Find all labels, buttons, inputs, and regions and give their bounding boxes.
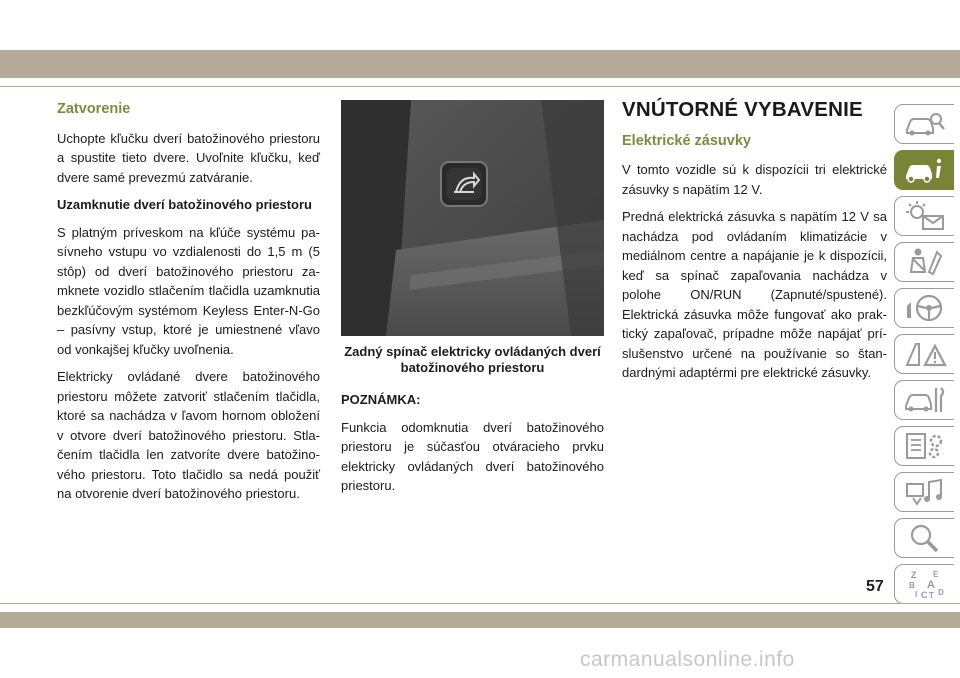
svg-text:A: A: [926, 579, 935, 591]
photo-caption: Zadný spínač elektricky ovládaných dverí batožinového priestoru: [344, 344, 601, 375]
note-text: Funkcia odomknutia dverí batožinového priestoru je súčasťou otváracieho prvku elektricky ovládaných dverí batožinového priestoru.: [341, 419, 604, 493]
paragraph-outlets-intro: V tomto vozidle sú k dispozícii tri elektrické zásuvky s napätím 12 V.: [622, 162, 887, 197]
section-heading-power-outlets: Elektrické zásuvky: [622, 132, 751, 149]
svg-text:T: T: [928, 591, 934, 600]
chapter-tabs: [891, 104, 960, 610]
svg-text:D: D: [937, 588, 944, 597]
chapter-heading: VNÚTORNÉ VYBAVENIE: [622, 98, 863, 121]
tab-search[interactable]: [894, 518, 954, 558]
language-index-icon: [903, 568, 947, 600]
tab-car-info[interactable]: [894, 150, 954, 190]
header-band: [0, 50, 960, 78]
tab-seatbelt-airbag[interactable]: [894, 242, 954, 282]
section-heading-closing: Zatvorenie: [57, 101, 131, 117]
tab-language-index[interactable]: [894, 564, 954, 604]
search-icon: [903, 522, 947, 554]
paragraph-closing: Uchopte kľučku dverí batožinového priestoru a spustite tieto dvere. Uvoľnite kľučku, keď dvere samé prevezmú zatváranie.: [57, 130, 320, 185]
paragraph-front-outlet: Predná elektrická zásuvka s napätím 12 V sa nachádza pod ovládaním klimatizácie v mediálnom centre a napájanie je k dispozícii, keď sa spínač zapaľovania nachádza v polohe ON/RUN (Zapnuté/spustené). Elektrická zásuvka môže fungovať ako praktický zapaľovač, prípadne môže napájať príslušenstvo určené na používanie so štandardnými adaptérmi pre elektrické zásuvky.: [622, 209, 887, 380]
right-column: [622, 100, 887, 391]
multimedia-icon: [903, 476, 947, 508]
tab-warning-triangle[interactable]: [894, 334, 954, 374]
specs-gears-icon: [903, 430, 947, 462]
header-rule: [0, 86, 960, 87]
note-title: POZNÁMKA:: [341, 392, 421, 407]
left-column: [57, 100, 320, 512]
footer-rule: [0, 603, 960, 604]
tab-specs-gears[interactable]: [894, 426, 954, 466]
svg-text:E: E: [932, 570, 938, 579]
tab-car-magnifier[interactable]: [894, 104, 954, 144]
footer-band: [0, 612, 960, 628]
seatbelt-airbag-icon: [903, 246, 947, 278]
tab-warning-lights[interactable]: [894, 196, 954, 236]
steering-wheel-icon: [903, 292, 947, 324]
svg-text:I: I: [914, 590, 917, 599]
warning-lights-icon: [903, 200, 947, 232]
middle-column: [341, 100, 604, 504]
svg-text:B: B: [908, 581, 915, 590]
car-magnifier-icon: [903, 108, 947, 140]
tab-car-wrench[interactable]: [894, 380, 954, 420]
paragraph-power-liftgate: Elektricky ovládané dvere batožinového priestoru môžete zatvoriť stlačením tlačidla, ktoré sa nachádza v ľavom hornom obložení v otvore dverí batožinového priestoru. Stlačením tlačidla len zatvoríte dvere batožinového priestoru. Toto tlačidlo sa nedá použiť na otvorenie dverí batožinového priestoru.: [57, 369, 320, 501]
svg-text:Z: Z: [910, 570, 916, 580]
svg-text:C: C: [920, 590, 927, 600]
tab-steering-wheel[interactable]: [894, 288, 954, 328]
warning-triangle-icon: [903, 338, 947, 370]
tab-multimedia[interactable]: [894, 472, 954, 512]
subheading-locking: Uzamknutie dverí batožinového priestoru: [57, 197, 312, 212]
watermark: carmanualsonline.info: [580, 648, 795, 671]
paragraph-locking: S platným príveskom na kľúče systému pasívneho vstupu vo vzdialenosti do 1,5 m (5 stôp) od dverí batožinového priestoru zamknete vozidlo stlačením tlačidla uzamknutia bezkľúčovým systémom Keyless Enter-N-Go – pasívny vstup, ktoré je umiestnené vľavo od vonkajšej kľučky uvoľnenia.: [57, 224, 320, 357]
liftgate-switch-photo: [341, 100, 604, 336]
liftgate-switch-illustration: [341, 100, 604, 336]
car-info-icon: [903, 154, 947, 186]
page-number: 57: [866, 578, 884, 595]
car-wrench-icon: [903, 384, 947, 416]
